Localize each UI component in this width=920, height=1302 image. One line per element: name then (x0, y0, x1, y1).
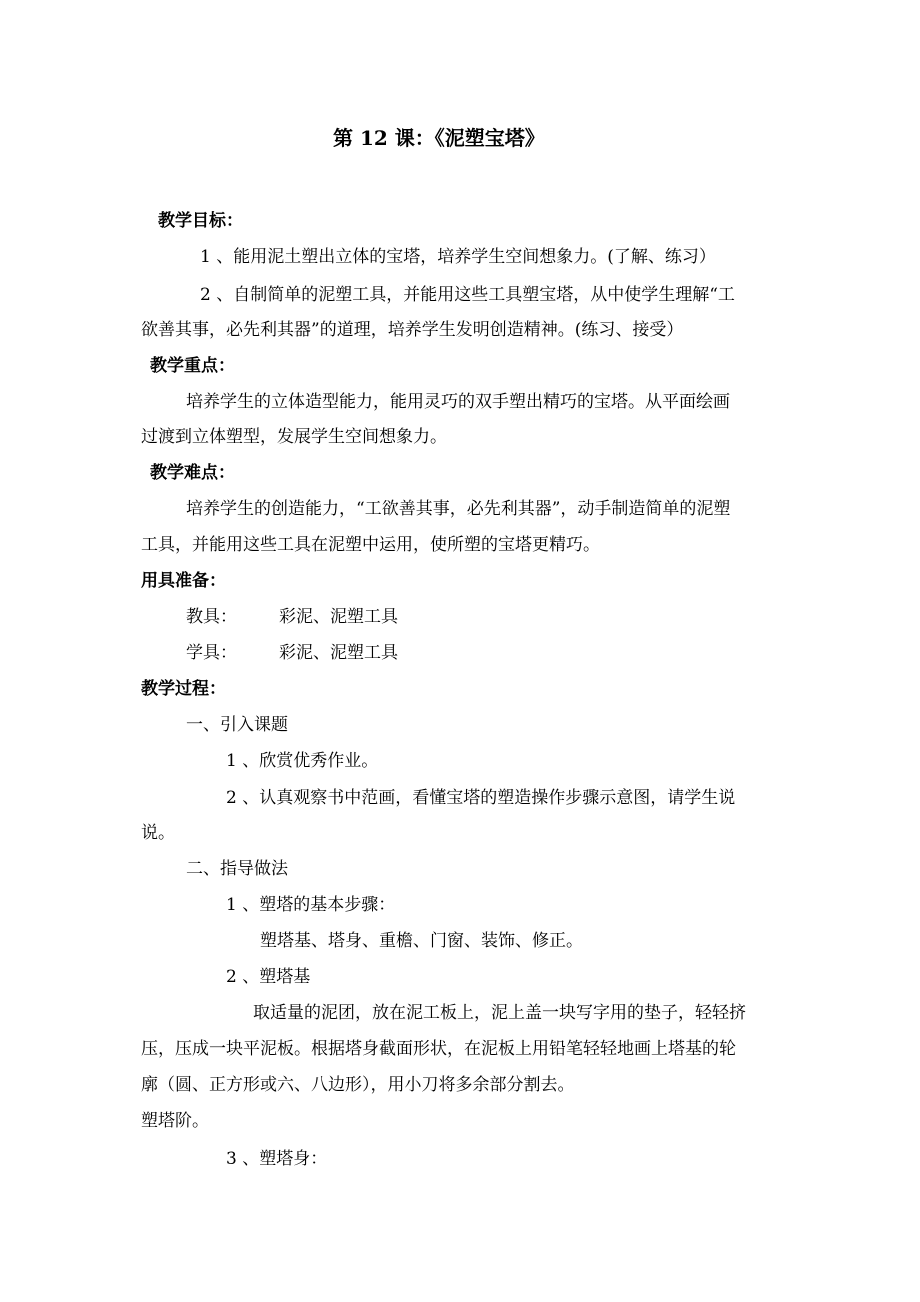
objective-item-2-line-2: 欲善其事，必先利其器”的道理，培养学生发明创造精神。(练习、接受） (141, 320, 684, 340)
process-part-1-item-1: 1 、欣赏优秀作业。 (226, 751, 379, 771)
process-part-1: 一、引入课题 (186, 715, 288, 735)
process-part-2-item-2-line-1: 取适量的泥团，放在泥工板上，泥上盖一块写字用的垫子，轻轻挤 (253, 1003, 746, 1023)
teacher-tools-value: 彩泥、泥塑工具 (279, 607, 398, 627)
key-points-line-2: 过渡到立体塑型，发展学生空间想象力。 (141, 427, 447, 447)
process-part-2-item-1-detail: 塑塔基、塔身、重檐、门窗、装饰、修正。 (260, 931, 583, 951)
process-part-2: 二、指导做法 (186, 859, 288, 879)
difficulties-heading: 教学难点： (150, 463, 235, 483)
student-tools-label: 学具： (186, 643, 237, 663)
process-part-2-item-2: 2 、塑塔基 (226, 967, 311, 987)
objectives-heading: 教学目标： (158, 211, 243, 231)
process-part-1-item-2-line-1: 2 、认真观察书中范画，看懂宝塔的塑造操作步骤示意图，请学生说 (226, 788, 736, 808)
objective-item-1: 1 、能用泥土塑出立体的宝塔，培养学生空间想象力。(了解、练习） (200, 247, 716, 267)
student-tools-value: 彩泥、泥塑工具 (279, 643, 398, 663)
process-part-2-item-2-line-4: 塑塔阶。 (141, 1111, 209, 1131)
process-heading: 教学过程： (141, 679, 226, 699)
materials-heading: 用具准备： (141, 571, 226, 591)
page-title: 第 12 课：《泥塑宝塔》 (333, 126, 545, 150)
process-part-2-item-2-line-3: 廓（圆、正方形或六、八边形），用小刀将多余部分割去。 (141, 1075, 575, 1095)
process-part-2-item-2-line-2: 压，压成一块平泥板。根据塔身截面形状，在泥板上用铅笔轻轻地画上塔基的轮 (141, 1039, 736, 1059)
process-part-2-item-3: 3 、塑塔身： (226, 1149, 328, 1169)
key-points-line-1: 培养学生的立体造型能力，能用灵巧的双手塑出精巧的宝塔。从平面绘画 (186, 392, 730, 412)
process-part-1-item-2-line-2: 说。 (141, 823, 175, 843)
difficulties-line-1: 培养学生的创造能力，“工欲善其事，必先利其器”，动手制造简单的泥塑 (186, 499, 731, 519)
difficulties-line-2: 工具，并能用这些工具在泥塑中运用，使所塑的宝塔更精巧。 (141, 535, 600, 555)
objective-item-2-line-1: 2 、自制简单的泥塑工具，并能用这些工具塑宝塔，从中使学生理解“工 (200, 285, 735, 305)
process-part-2-item-1: 1 、塑塔的基本步骤： (226, 895, 396, 915)
teacher-tools-label: 教具： (186, 607, 237, 627)
key-points-heading: 教学重点： (150, 356, 235, 376)
